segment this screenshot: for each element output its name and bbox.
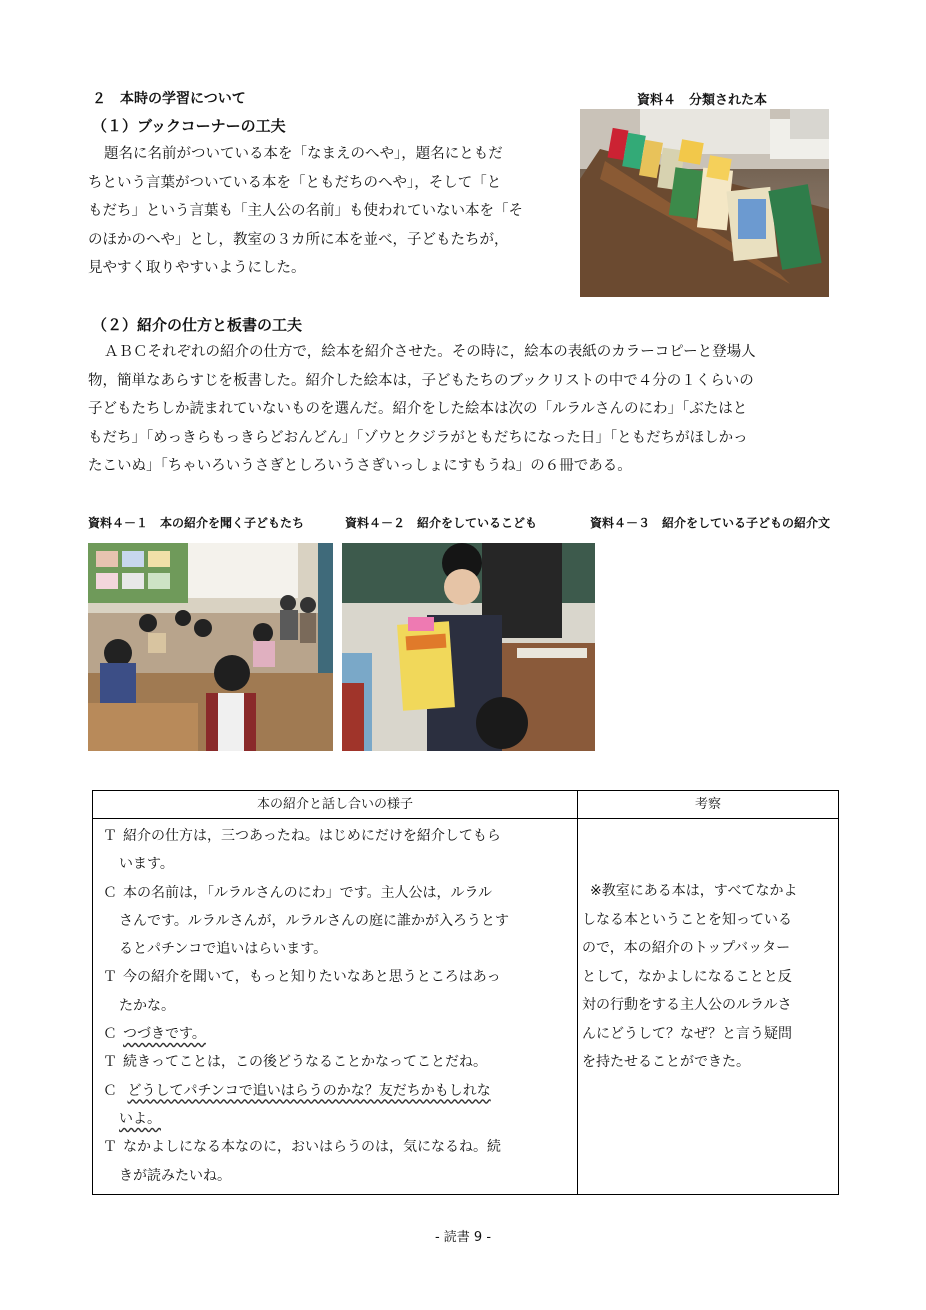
table-row: Ｔ 続きってことは，この後どうなることかなってことだね。: [96, 1048, 573, 1076]
photo-child-presenting: [342, 543, 595, 751]
speaker-label: Ｔ: [103, 828, 117, 844]
speaker-label: Ｔ: [103, 1139, 117, 1156]
table-row: Ｃ どうしてパチンコで追いはらうのかな？友だちかもしれな いよ。: [96, 1077, 573, 1134]
table-row: Ｃ つづきです。: [96, 1020, 573, 1048]
para-line: 見やすく取りやすいようにした。: [88, 260, 306, 276]
section-heading: ２ 本時の学習について: [92, 91, 246, 107]
subsection-body-2: [88, 338, 858, 481]
speaker-label: Ｔ: [103, 969, 117, 986]
para-line: もだち」「めっきらもっきらどおんどん」「ゾウとクジラがともだちになった日」「ともだちがほしかっ: [88, 429, 748, 446]
para-line: ＡＢＣそれぞれの紹介の仕方で，絵本を紹介させた。その時に，絵本の表紙のカラーコピーと登場人: [104, 344, 756, 360]
discussion-cell: [93, 819, 578, 1195]
discussion-table: [92, 790, 839, 1195]
table-row: Ｔ 紹介の仕方は，三つあったね。はじめにだけを紹介してもら います。: [96, 822, 573, 879]
para-line: のほかのへや」とし，教室の３カ所に本を並べ，子どもたちが，: [88, 231, 509, 248]
figure-caption-4-1: 資料４－１ 本の紹介を聞く子どもたち: [88, 516, 305, 530]
table-header-kousatsu: 考察: [578, 791, 839, 819]
speaker-label: Ｃ: [103, 1082, 117, 1099]
kousatsu-cell: [578, 819, 839, 1195]
para-line: 物，簡単なあらすじを板書した。紹介した絵本は，子どもたちのブックリストの中で４分の１くらいの: [88, 372, 754, 389]
photo-sorted-books: [580, 109, 829, 297]
figure-caption-4: 資料４ 分類された本: [637, 93, 768, 108]
speaker-label: Ｔ: [103, 1054, 117, 1071]
table-row: Ｔ 今の紹介を聞いて，もっと知りたいなあと思うところはあっ たかな。: [96, 963, 573, 1020]
para-line: ちという言葉がついている本を「ともだちのへや」，そして「と: [88, 174, 502, 191]
page-footer: - 読書 9 -: [434, 1230, 492, 1245]
speaker-label: Ｃ: [103, 1026, 117, 1043]
table-row: Ｔ なかよしになる本なのに，おいはらうのは，気になるね。続 きが読みたいね。: [96, 1133, 573, 1190]
figure-caption-4-2: 資料４－２ 紹介をしているこども: [345, 516, 538, 530]
para-line: 題名に名前がついている本を「なまえのへや」，題名にともだ: [104, 146, 503, 162]
photo-children-listening: [88, 543, 333, 751]
para-line: 子どもたちしか読まれていないものを選んだ。紹介をした絵本は次の「ルラルさんのにわ」「ぶたはと: [88, 401, 748, 417]
table-header-discussion: 本の紹介と話し合いの様子: [93, 791, 578, 819]
kousatsu-text: ※教室にある本は，すべてなかよ しなる本ということを知っている ので，本の紹介のトップバッター として，なかよしになることと反 対の行動をする主人公のルラルさ んにどうして？なぜ？と言う疑問 を持たせることができた。: [582, 883, 798, 1070]
speaker-label: Ｃ: [103, 884, 117, 901]
subsection-title-2: （２）紹介の仕方と板書の工夫: [92, 316, 303, 334]
figure-caption-4-3: 資料４－３ 紹介をしている子どもの紹介文: [590, 516, 831, 530]
table-row: Ｃ 本の名前は，「ルラルさんのにわ」です。主人公は，ルラル さんです。ルラルさんが，ルラルさんの庭に誰かが入ろうとす るとパチンコで追いはらいます。: [96, 879, 573, 964]
para-line: たこいぬ」「ちゃいろいうさぎとしろいうさぎいっしょにすもうね」の６冊である。: [88, 458, 632, 474]
subsection-title-1: （１）ブックコーナーの工夫: [92, 117, 286, 135]
para-line: もだち」という言葉も「主人公の名前」も使われていない本を「そ: [88, 203, 523, 219]
subsection-body-1: [88, 140, 578, 283]
